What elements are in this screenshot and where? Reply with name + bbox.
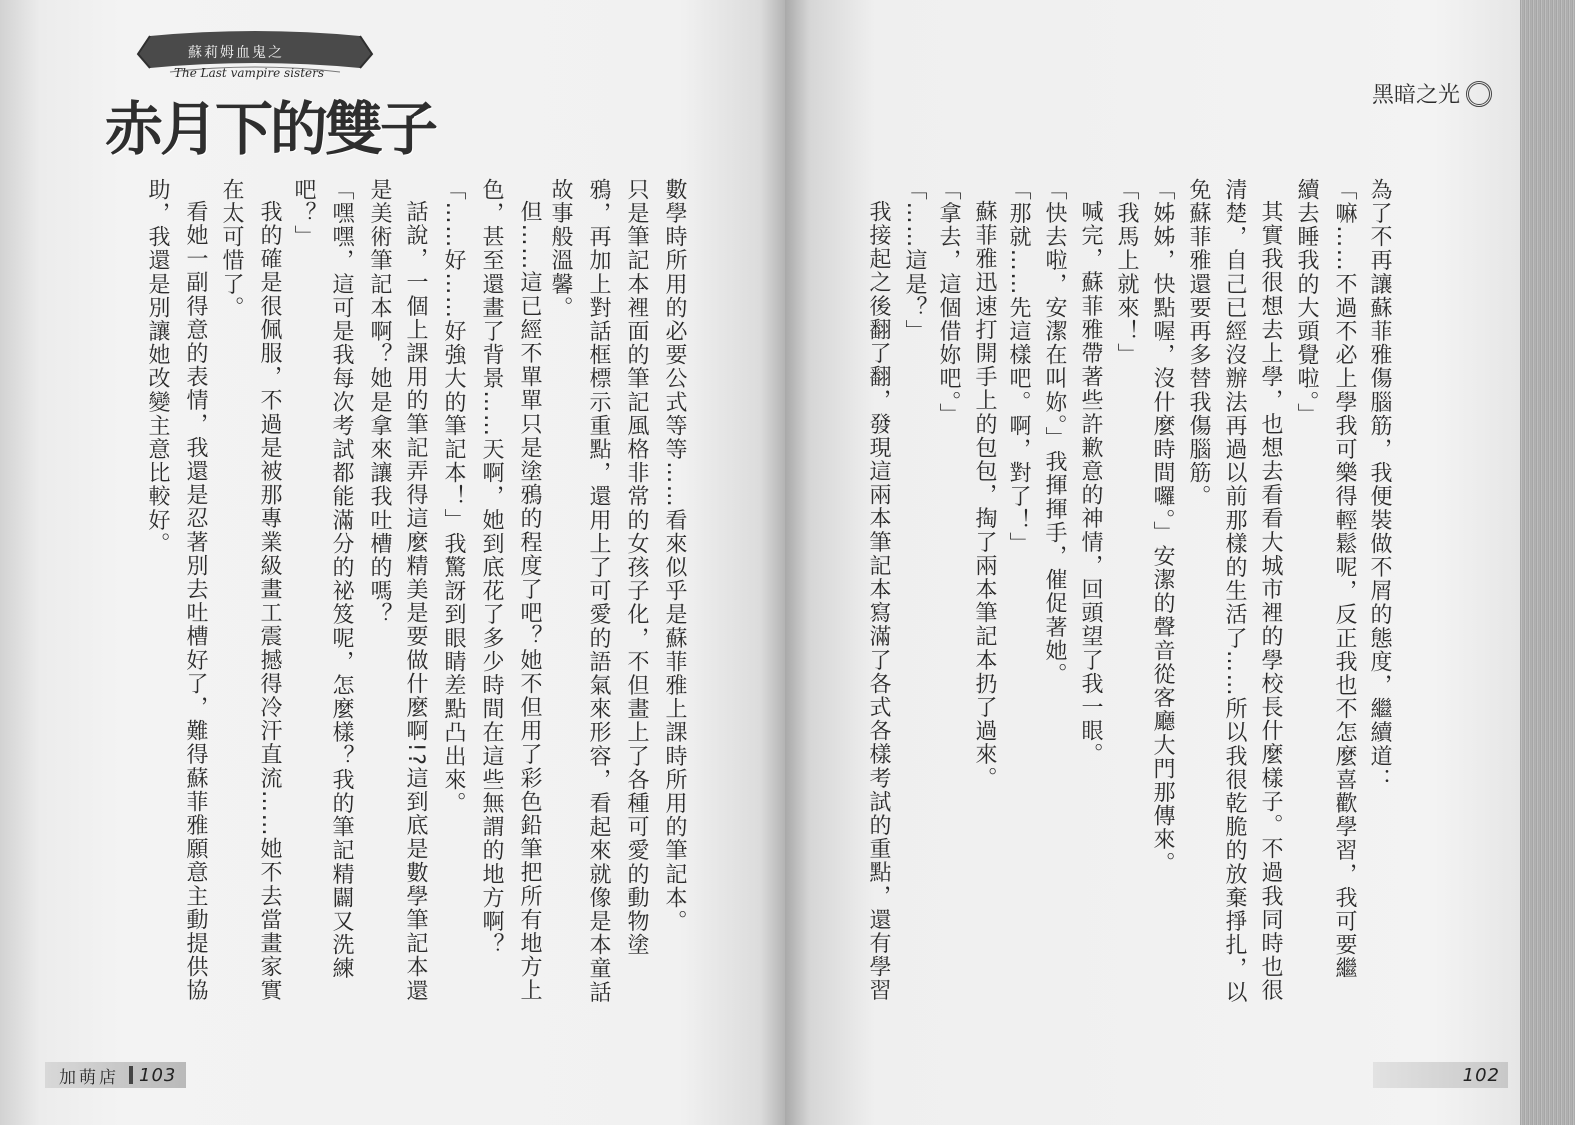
text-line: 「拿去，這個借妳吧。」: [936, 178, 961, 427]
page-edges: [1520, 0, 1575, 1125]
text-line: 為了不再讓蘇菲雅傷腦筋，我便裝做不屑的態度，繼續道：: [1367, 178, 1392, 792]
footer-label: 加萌店: [59, 1067, 119, 1088]
text-line: 數學時所用的必要公式等等……看來似乎是蘇菲雅上課時所用的筆記本。: [662, 178, 687, 934]
text-line: 蘇菲雅迅速打開手上的包包，掏了兩本筆記本扔了過來。: [972, 200, 997, 790]
text-line: 「我馬上就來！」: [1114, 178, 1139, 367]
book-title: 赤月下的雙子: [105, 95, 436, 163]
text-line: 喊完，蘇菲雅帶著些許歉意的神情，回頭望了我一眼。: [1078, 200, 1103, 767]
text-line: 「姊姊，快點喔，沒什麼時間囉。」安潔的聲音從客廳大門那傳來。: [1150, 178, 1175, 875]
text-line: 話說，一個上課用的筆記弄得這麼精美是要做什麼啊!?這到底是數學筆記本還: [403, 200, 428, 1003]
text-line: 我的確是很佩服，不過是被那專業級畫工震撼得冷汗直流……她不去當畫家實: [257, 200, 282, 1003]
chapter-header: [1372, 78, 1492, 109]
series-title-en: The Last vampire sisters: [174, 66, 325, 80]
text-line: 「那就……先這樣吧。啊，對了！」: [1006, 178, 1031, 556]
text-line: 助，我還是別讓她改變主意比較好。: [145, 178, 170, 556]
text-line: 清楚，自己已經沒辦法再過以前那樣的生活了……所以我很乾脆的放棄掙扎，以: [1222, 178, 1247, 1004]
text-line: 在太可惜了。: [219, 178, 244, 320]
circle-ornament-icon: [1466, 81, 1492, 107]
footer-divider: [129, 1066, 133, 1084]
text-line: 「嘛……不過不必上學我可樂得輕鬆呢，反正我也不怎麼喜歡學習，我可要繼: [1332, 178, 1357, 981]
text-line: 故事般溫馨。: [548, 178, 573, 320]
text-line: 只是筆記本裡面的筆記風格非常的女孩子化，不但畫上了各種可愛的動物塗: [624, 178, 649, 957]
text-line: 但……這已經不單單只是塗鴉的程度了吧？她不但用了彩色鉛筆把所有地方上: [517, 200, 542, 1003]
text-line: 其實我很想去上學，也想去看看大城市裡的學校長什麼樣子。不過我同時也很: [1258, 200, 1283, 1003]
chapter-title: 黑暗之光: [1371, 83, 1460, 108]
right-page: [785, 0, 1520, 1125]
text-line: 「嘿嘿，這可是我每次考試都能滿分的祕笈呢，怎麼樣？我的筆記精闢又洗練: [329, 178, 354, 981]
text-line: 免蘇菲雅還要再多替我傷腦筋。: [1186, 178, 1211, 509]
series-banner: [130, 28, 380, 86]
text-line: 色，甚至還畫了背景……天啊，她到底花了多少時間在這些無謂的地方啊？: [479, 178, 504, 957]
text-line: 吧？」: [291, 178, 316, 249]
left-page: [0, 0, 785, 1125]
page-footer: [45, 1062, 186, 1088]
text-line: 「快去啦，安潔在叫妳。」我揮揮手，催促著她。: [1042, 178, 1067, 687]
page-number: 102: [1462, 1064, 1500, 1086]
text-line: 「……好……好強大的筆記本！」我驚訝到眼睛差點凸出來。: [441, 178, 466, 816]
page-number: 103: [139, 1064, 177, 1086]
text-line: 鴉，再加上對話框標示重點，還用上了可愛的語氣來形容，看起來就像是本童話: [586, 178, 611, 1004]
text-line: 續去睡我的大頭覺啦。」: [1294, 178, 1319, 427]
page-footer: [1373, 1062, 1508, 1088]
text-line: 我接起之後翻了翻，發現這兩本筆記本寫滿了各式各樣考試的重點，還有學習: [866, 200, 891, 1003]
text-line: 是美術筆記本啊？她是拿來讓我吐槽的嗎？: [367, 178, 392, 627]
text-line: 看她一副得意的表情，我還是忍著別去吐槽好了，難得蘇菲雅願意主動提供協: [183, 200, 208, 1003]
text-line: 「……這是？」: [902, 178, 927, 344]
series-title-jp: 蘇莉姆血鬼之: [188, 45, 284, 61]
